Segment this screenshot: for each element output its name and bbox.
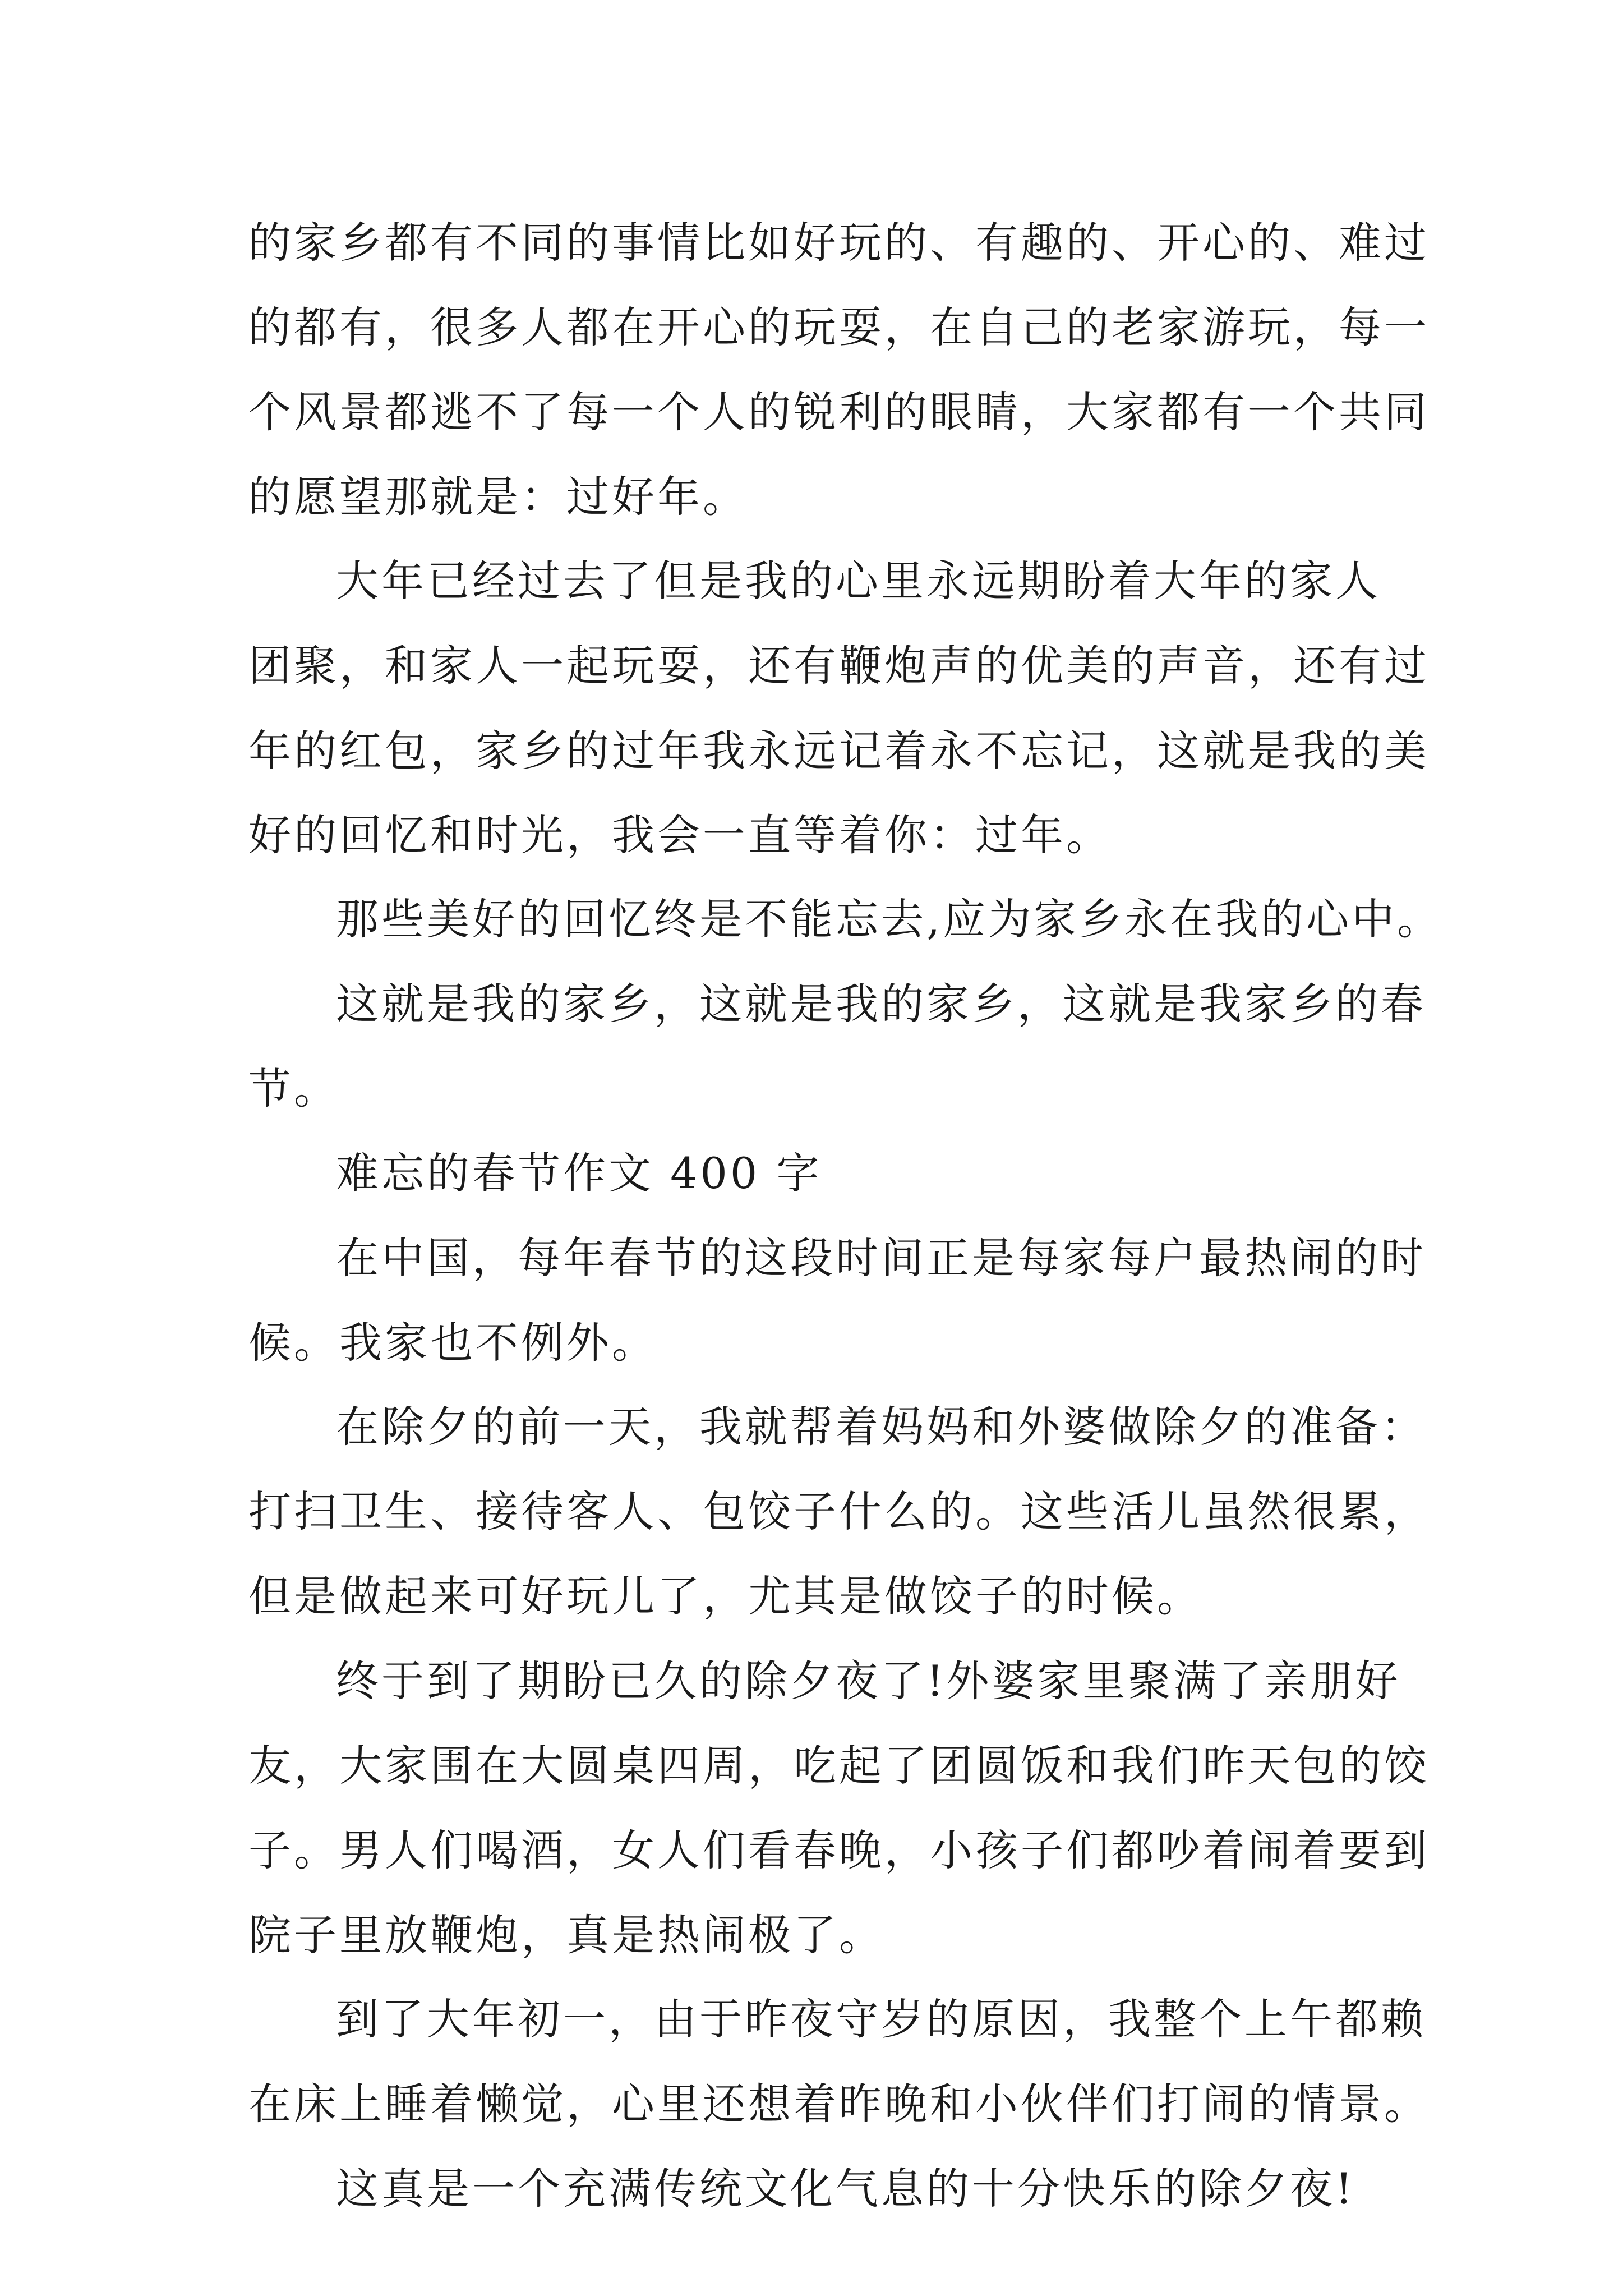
paragraph-first-line: 在除夕的前一天，我就帮着妈妈和外婆做除夕的准备： — [336, 1402, 1426, 1452]
text-line: 的家乡都有不同的事情比如好玩的、有趣的、开心的、难过 — [248, 218, 1430, 268]
text-line: 在床上睡着懒觉，心里还想着昨晚和小伙伴们打闹的情景。 — [248, 2079, 1430, 2129]
paragraph-first-line: 终于到了期盼已久的除夕夜了!外婆家里聚满了亲朋好 — [336, 1656, 1401, 1706]
text-line: 子。男人们喝酒，女人们看春晚，小孩子们都吵着闹着要到 — [248, 1825, 1430, 1875]
text-line: 节。 — [248, 1064, 339, 1114]
text-line: 但是做起来可好玩儿了，尤其是做饺子的时候。 — [248, 1571, 1202, 1621]
text-line: 候。我家也不例外。 — [248, 1318, 657, 1368]
paragraph-first-line: 这就是我的家乡，这就是我的家乡，这就是我家乡的春 — [336, 979, 1426, 1029]
text-line: 的都有，很多人都在开心的玩耍，在自己的老家游玩，每一 — [248, 302, 1430, 352]
paragraph-first-line: 那些美好的回忆终是不能忘去,应为家乡永在我的心中。 — [336, 894, 1443, 944]
paragraph-first-line: 这真是一个充满传统文化气息的十分快乐的除夕夜! — [336, 2164, 1355, 2214]
paragraph-first-line: 大年已经过去了但是我的心里永远期盼着大年的家人 — [336, 556, 1381, 606]
essay-title: 难忘的春节作文 400 字 — [336, 1148, 822, 1198]
text-line: 团聚，和家人一起玩耍，还有鞭炮声的优美的声音，还有过 — [248, 641, 1430, 691]
text-line: 年的红包，家乡的过年我永远记着永不忘记，这就是我的美 — [248, 726, 1430, 776]
text-line: 打扫卫生、接待客人、包饺子什么的。这些活儿虽然很累， — [248, 1487, 1430, 1536]
text-line: 的愿望那就是：过好年。 — [248, 472, 748, 522]
text-line: 友，大家围在大圆桌四周，吃起了团圆饭和我们昨天包的饺 — [248, 1741, 1430, 1791]
text-line: 好的回忆和时光，我会一直等着你：过年。 — [248, 810, 1112, 860]
text-line: 院子里放鞭炮，真是热闹极了。 — [248, 1910, 884, 1960]
text-line: 个风景都逃不了每一个人的锐利的眼睛，大家都有一个共同 — [248, 387, 1430, 437]
paragraph-first-line: 到了大年初一，由于昨夜守岁的原因，我整个上午都赖 — [336, 1994, 1426, 2044]
paragraph-first-line: 在中国，每年春节的这段时间正是每家每户最热闹的时 — [336, 1233, 1426, 1283]
